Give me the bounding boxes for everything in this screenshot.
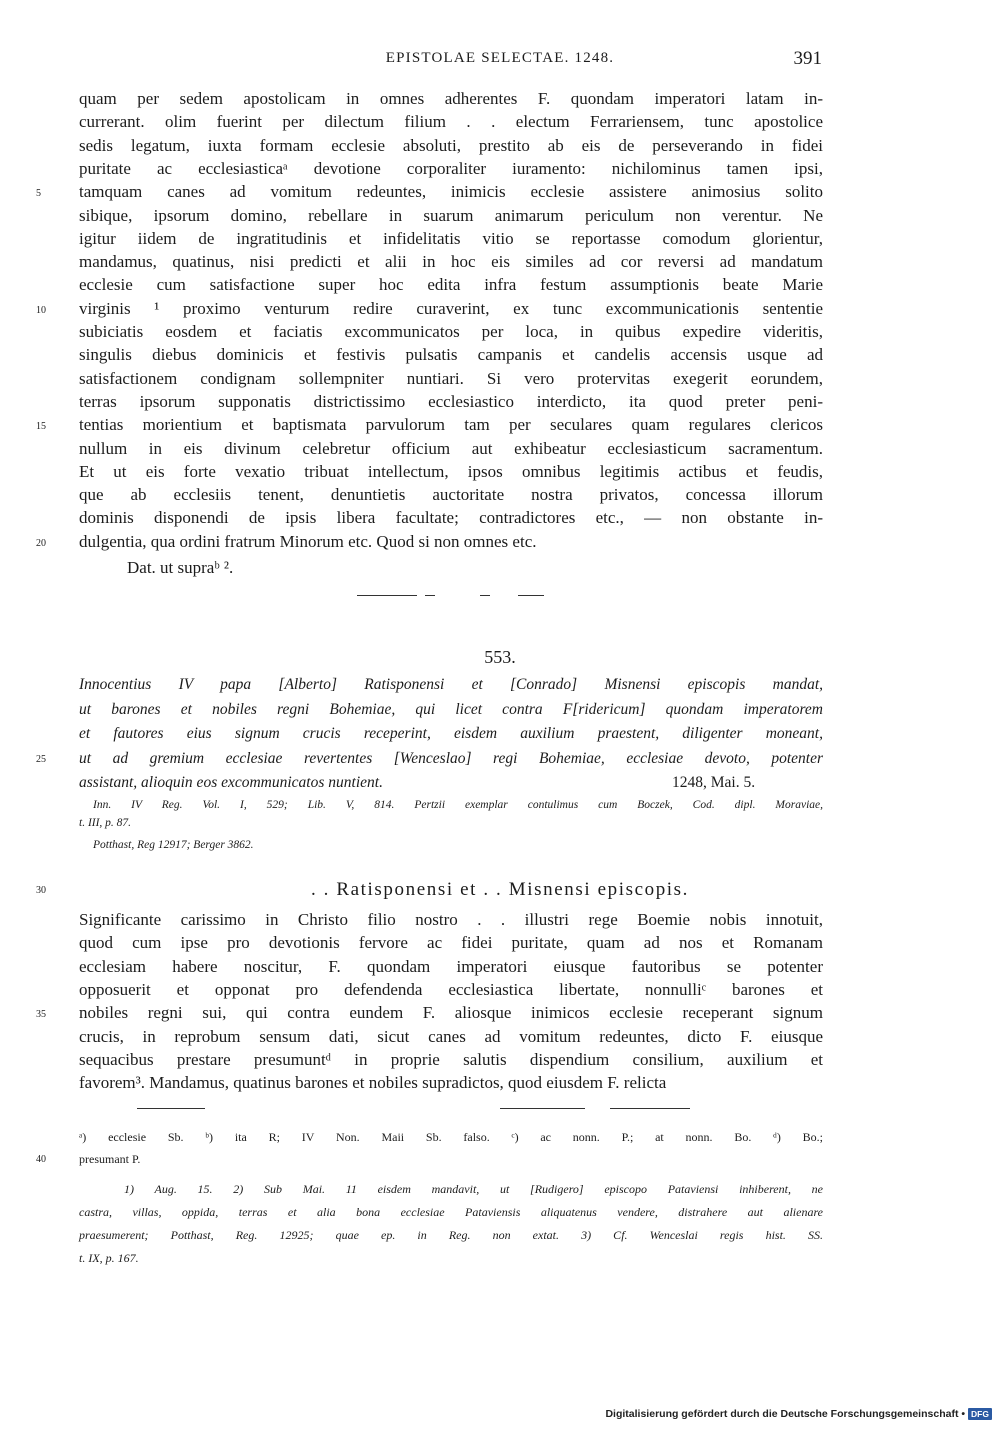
dating-clause: Dat. ut supraᵇ ². bbox=[127, 558, 234, 577]
running-head: EPISTOLAE SELECTAE. 1248. bbox=[385, 50, 615, 66]
apparatus-rule bbox=[500, 1108, 585, 1109]
text-line: Innocentius IV papa [Alberto] Ratisponensi et [Conrado] Misnensi episcopis mandat, bbox=[79, 676, 823, 693]
text-line: presumant P. bbox=[79, 1152, 141, 1166]
text-line: crucis, in reprobum sensum dati, sicut canes ad vomitum redeuntes, dicto F. eiusque bbox=[79, 1026, 823, 1046]
section-separator bbox=[480, 595, 490, 596]
text-line: tamquam canes ad vomitum redeuntes, inimicis ecclesie assistere animosius solito bbox=[79, 182, 823, 202]
text-line: nobiles regni sui, qui contra eundem F. aliosque inimicos ecclesie receperant signum bbox=[79, 1003, 823, 1023]
text-line: ut ad gremium ecclesiae revertentes [Wenceslao] regi Bohemiae, ecclesiae devoto, potenter bbox=[79, 749, 823, 767]
text-line: mandamus, quatinus, nisi predicti et alii in hoc eis similes ad cor reversi ad mandatum bbox=[79, 252, 823, 272]
text-line: ᵃ) ecclesie Sb. ᵇ) ita R; IV Non. Maii Sb. falso. ᶜ) ac nonn. P.; at nonn. Bo. ᵈ) Bo.; bbox=[79, 1130, 823, 1144]
regest-date: 1248, Mai. 5. bbox=[672, 774, 756, 791]
line-number: 20 bbox=[36, 537, 46, 549]
text-line: Et ut eis forte vexatio tribuat intellectum, ipsos omnibus legitimis actibus et feudis, bbox=[79, 461, 823, 481]
text-line: quod cum ipse pro devotionis fervore ac fidei puritate, quam ad nos et Romanam bbox=[79, 933, 823, 953]
text-line: tentias morientium et baptismata parvulorum tam per seculares quam regulares clericos bbox=[79, 415, 823, 435]
footnote-line: 1) Aug. 15. 2) Sub Mai. 11 eisdem mandavit, ut [Rudigero] episcopo Pataviensi inhiberent, ne bbox=[124, 1182, 823, 1196]
text-line: singulis diebus dominicis et festivis pulsatis campanis et candelis accensis usque ad bbox=[79, 345, 823, 365]
footnote-line: praesumerent; Potthast, Reg. 12925; quae ep. in Reg. non extat. 3) Cf. Wenceslai regis hist. SS. bbox=[79, 1228, 823, 1242]
apparatus-rule bbox=[610, 1108, 690, 1109]
line-number: 5 bbox=[36, 188, 41, 200]
section-separator bbox=[425, 595, 435, 596]
section-separator bbox=[518, 595, 544, 596]
text-line: subiciatis eosdem et faciatis excommunicatos per loca, in quibus expedire videritis, bbox=[79, 322, 823, 341]
line-number: 15 bbox=[36, 421, 46, 433]
text-line: que ab ecclesiis tenent, denuntietis auctoritate nostra privatos, concessa illorum bbox=[79, 485, 823, 505]
document-number: 553. bbox=[484, 647, 516, 667]
line-number: 30 bbox=[36, 885, 46, 896]
line-number: 40 bbox=[36, 1154, 46, 1165]
text-line: nullum in eis divinum celebretur officium aut exhibeatur ecclesiasticum sacramentum. bbox=[79, 438, 823, 458]
text-line: et fautores eius signum crucis receperint, eisdem auxilium praestent, diligenter moneant, bbox=[79, 725, 823, 742]
text-line: virginis ¹ proximo venturum redire curaverint, ex tunc excommunicationis sententie bbox=[79, 298, 823, 318]
text-line: sedis legatum, iuxta formam ecclesie absoluti, prestito ab eis de perseverando in fidei bbox=[79, 135, 823, 155]
text-line: favorem³. Mandamus, quatinus barones et nobiles supradictos, quod eiusdem F. relicta bbox=[79, 1073, 667, 1093]
text-line: puritate ac ecclesiasticaᵃ devotione corporaliter iuramento: nichilominus tamen ipsi, bbox=[79, 158, 823, 178]
text-line: ecclesie cum satisfactione super hoc edita infra festum assumptionis beate Marie bbox=[79, 275, 823, 295]
text-line: dulgentia, qua ordini fratrum Minorum etc. Quod si non omnes etc. bbox=[79, 531, 537, 551]
footnote-line: t. IX, p. 167. bbox=[79, 1251, 139, 1265]
text-line: currerant. olim fuerint per dilectum filium . . electum Ferrariensem, tunc apostolice bbox=[79, 112, 823, 132]
text-line: ut barones et nobiles regni Bohemiae, qui licet contra F[ridericum] quondam imperatorem bbox=[79, 700, 823, 718]
text-line: igitur iidem de ingratitudinis et infidelitatis vitio se reportasse comodum glorientur, bbox=[79, 228, 823, 248]
page-number: 391 bbox=[793, 48, 822, 69]
text-line: assistant, alioquin eos excommunicatos nuntient. bbox=[79, 774, 383, 791]
line-number: 10 bbox=[36, 304, 46, 316]
text-line: dominis disponendi de ipsis libera facultate; contradictores etc., — non obstante in- bbox=[79, 508, 823, 528]
source-line: t. III, p. 87. bbox=[79, 817, 132, 829]
text-line: ecclesiam habere noscitur, F. quondam imperatori eiusque fautoribus se potenter bbox=[79, 956, 823, 976]
text-line: opposuerit et opponat pro defendenda ecclesiastica libertate, nonnulliᶜ barones et bbox=[79, 979, 823, 999]
section-separator bbox=[357, 595, 417, 596]
text-line: terras ipsorum supponatis districtissimo ecclesiastico interdicto, ita quod preter peni- bbox=[79, 391, 823, 411]
text-line: sequacibus prestare presumuntᵈ in proprie salutis dispendium consilium, auxilium et bbox=[79, 1049, 823, 1069]
credit-text: Digitalisierung gefördert durch die Deutsche Forschungsgemeinschaft • bbox=[605, 1407, 966, 1420]
digitization-credit bbox=[605, 1408, 992, 1420]
page-header bbox=[0, 48, 1000, 72]
text-line: quam per sedem apostolicam in omnes adherentes F. quondam imperatori latam in- bbox=[79, 89, 823, 108]
text-line: sibique, ipsorum domino, rebellare in suarum animarum periculum non verentur. Ne bbox=[79, 205, 823, 225]
apparatus-rule bbox=[137, 1108, 205, 1109]
line-number: 25 bbox=[36, 753, 46, 765]
source-line: Inn. IV Reg. Vol. I, 529; Lib. V, 814. Pertzii exemplar contulimus cum Boczek, Cod. dipl. Moraviae, bbox=[93, 799, 823, 811]
line-number: 35 bbox=[36, 1009, 46, 1021]
source-line: Potthast, Reg 12917; Berger 3862. bbox=[93, 839, 254, 851]
footnote-line: castra, villas, oppida, terras et alia bona ecclesiae Pataviensis aliquatenus vendere, distrahere aut alienare bbox=[79, 1205, 823, 1219]
dfg-logo-icon: DFG bbox=[968, 1408, 992, 1420]
address-line: . . Ratisponensi et . . Misnensi episcopis. bbox=[310, 879, 690, 900]
text-line: satisfactionem condignam sollempniter nuntiari. Si vero protervitas exegerit eorundem, bbox=[79, 368, 823, 388]
text-line: Significante carissimo in Christo filio nostro . . illustri rege Boemie nobis innotuit, bbox=[79, 910, 823, 929]
